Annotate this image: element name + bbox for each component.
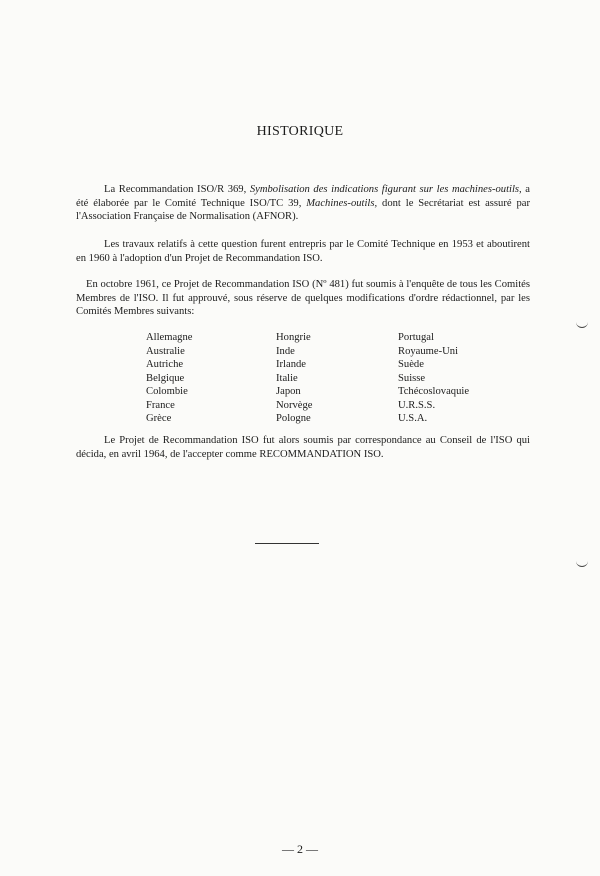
member-name: Irlande: [276, 359, 306, 370]
member-name: Tchécoslovaquie: [398, 386, 470, 397]
member-name: Inde: [276, 345, 295, 357]
margin-mark: [576, 322, 588, 328]
member-name: Hongrie: [276, 332, 311, 343]
member-name: Grèce: [146, 413, 172, 424]
intro-document-title: Symbolisation des indications figurant sur les machines-outils,: [249, 184, 522, 195]
member-name: France: [146, 399, 175, 411]
member-name: Norvège: [276, 399, 313, 411]
member-column-3: [398, 331, 469, 426]
member-name: Autriche: [146, 359, 184, 370]
member-name: Japon: [276, 386, 301, 397]
paragraph-history: [76, 238, 530, 265]
member-name: Suède: [398, 359, 424, 370]
enquiry-text: En octobre 1961, ce Projet de Recommandation ISO (Nº 481) fut soumis à l'enquête de tous les Comités Membres de l'ISO. Il fut approuvé, sous réserve de quelques modifications d'ordre rédactionnel, par les Comités Membres suivants:: [76, 279, 530, 317]
member-name: Pologne: [276, 413, 311, 424]
page-number: — 2 —: [282, 842, 318, 856]
member-name: Suisse: [398, 372, 426, 384]
approval-text: Le Projet de Recommandation ISO fut alors soumis par correspondance au Conseil de l'ISO qui décida, en avril 1964, de l'accepter comme RECOMMANDATION ISO.: [76, 435, 530, 460]
page-title: HISTORIQUE: [256, 124, 344, 139]
member-name: Colombie: [146, 386, 188, 397]
intro-text-2: a été élaborée par le Comité Technique ISO/TC 39,: [76, 184, 530, 209]
member-column-1: [146, 331, 192, 426]
paragraph-enquiry: [76, 278, 530, 319]
member-name: U.R.S.S.: [398, 399, 436, 411]
intro-committee-title: Machines-outils,: [306, 197, 378, 209]
member-name: Allemagne: [146, 332, 193, 343]
member-column-2: [276, 331, 312, 426]
member-name: Australie: [146, 345, 185, 357]
intro-text-1: La Recommandation ISO/R 369,: [104, 184, 250, 195]
member-name: Italie: [276, 372, 298, 384]
member-name: Portugal: [398, 332, 434, 343]
intro-text-3: dont le Secrétariat est assuré par l'Association Française de Normalisation (AFNOR).: [76, 197, 530, 222]
member-name: Belgique: [146, 372, 185, 384]
margin-mark: [576, 561, 588, 567]
member-name: Royaume-Uni: [398, 345, 459, 357]
paragraph-intro: [76, 183, 530, 224]
section-divider: [255, 543, 319, 544]
member-name: U.S.A.: [398, 413, 428, 424]
paragraph-approval: [76, 434, 530, 461]
history-text: Les travaux relatifs à cette question furent entrepris par le Comité Technique en 1953 et aboutirent en 1960 à l'adoption d'un Projet de Recommandation ISO.: [76, 239, 530, 264]
